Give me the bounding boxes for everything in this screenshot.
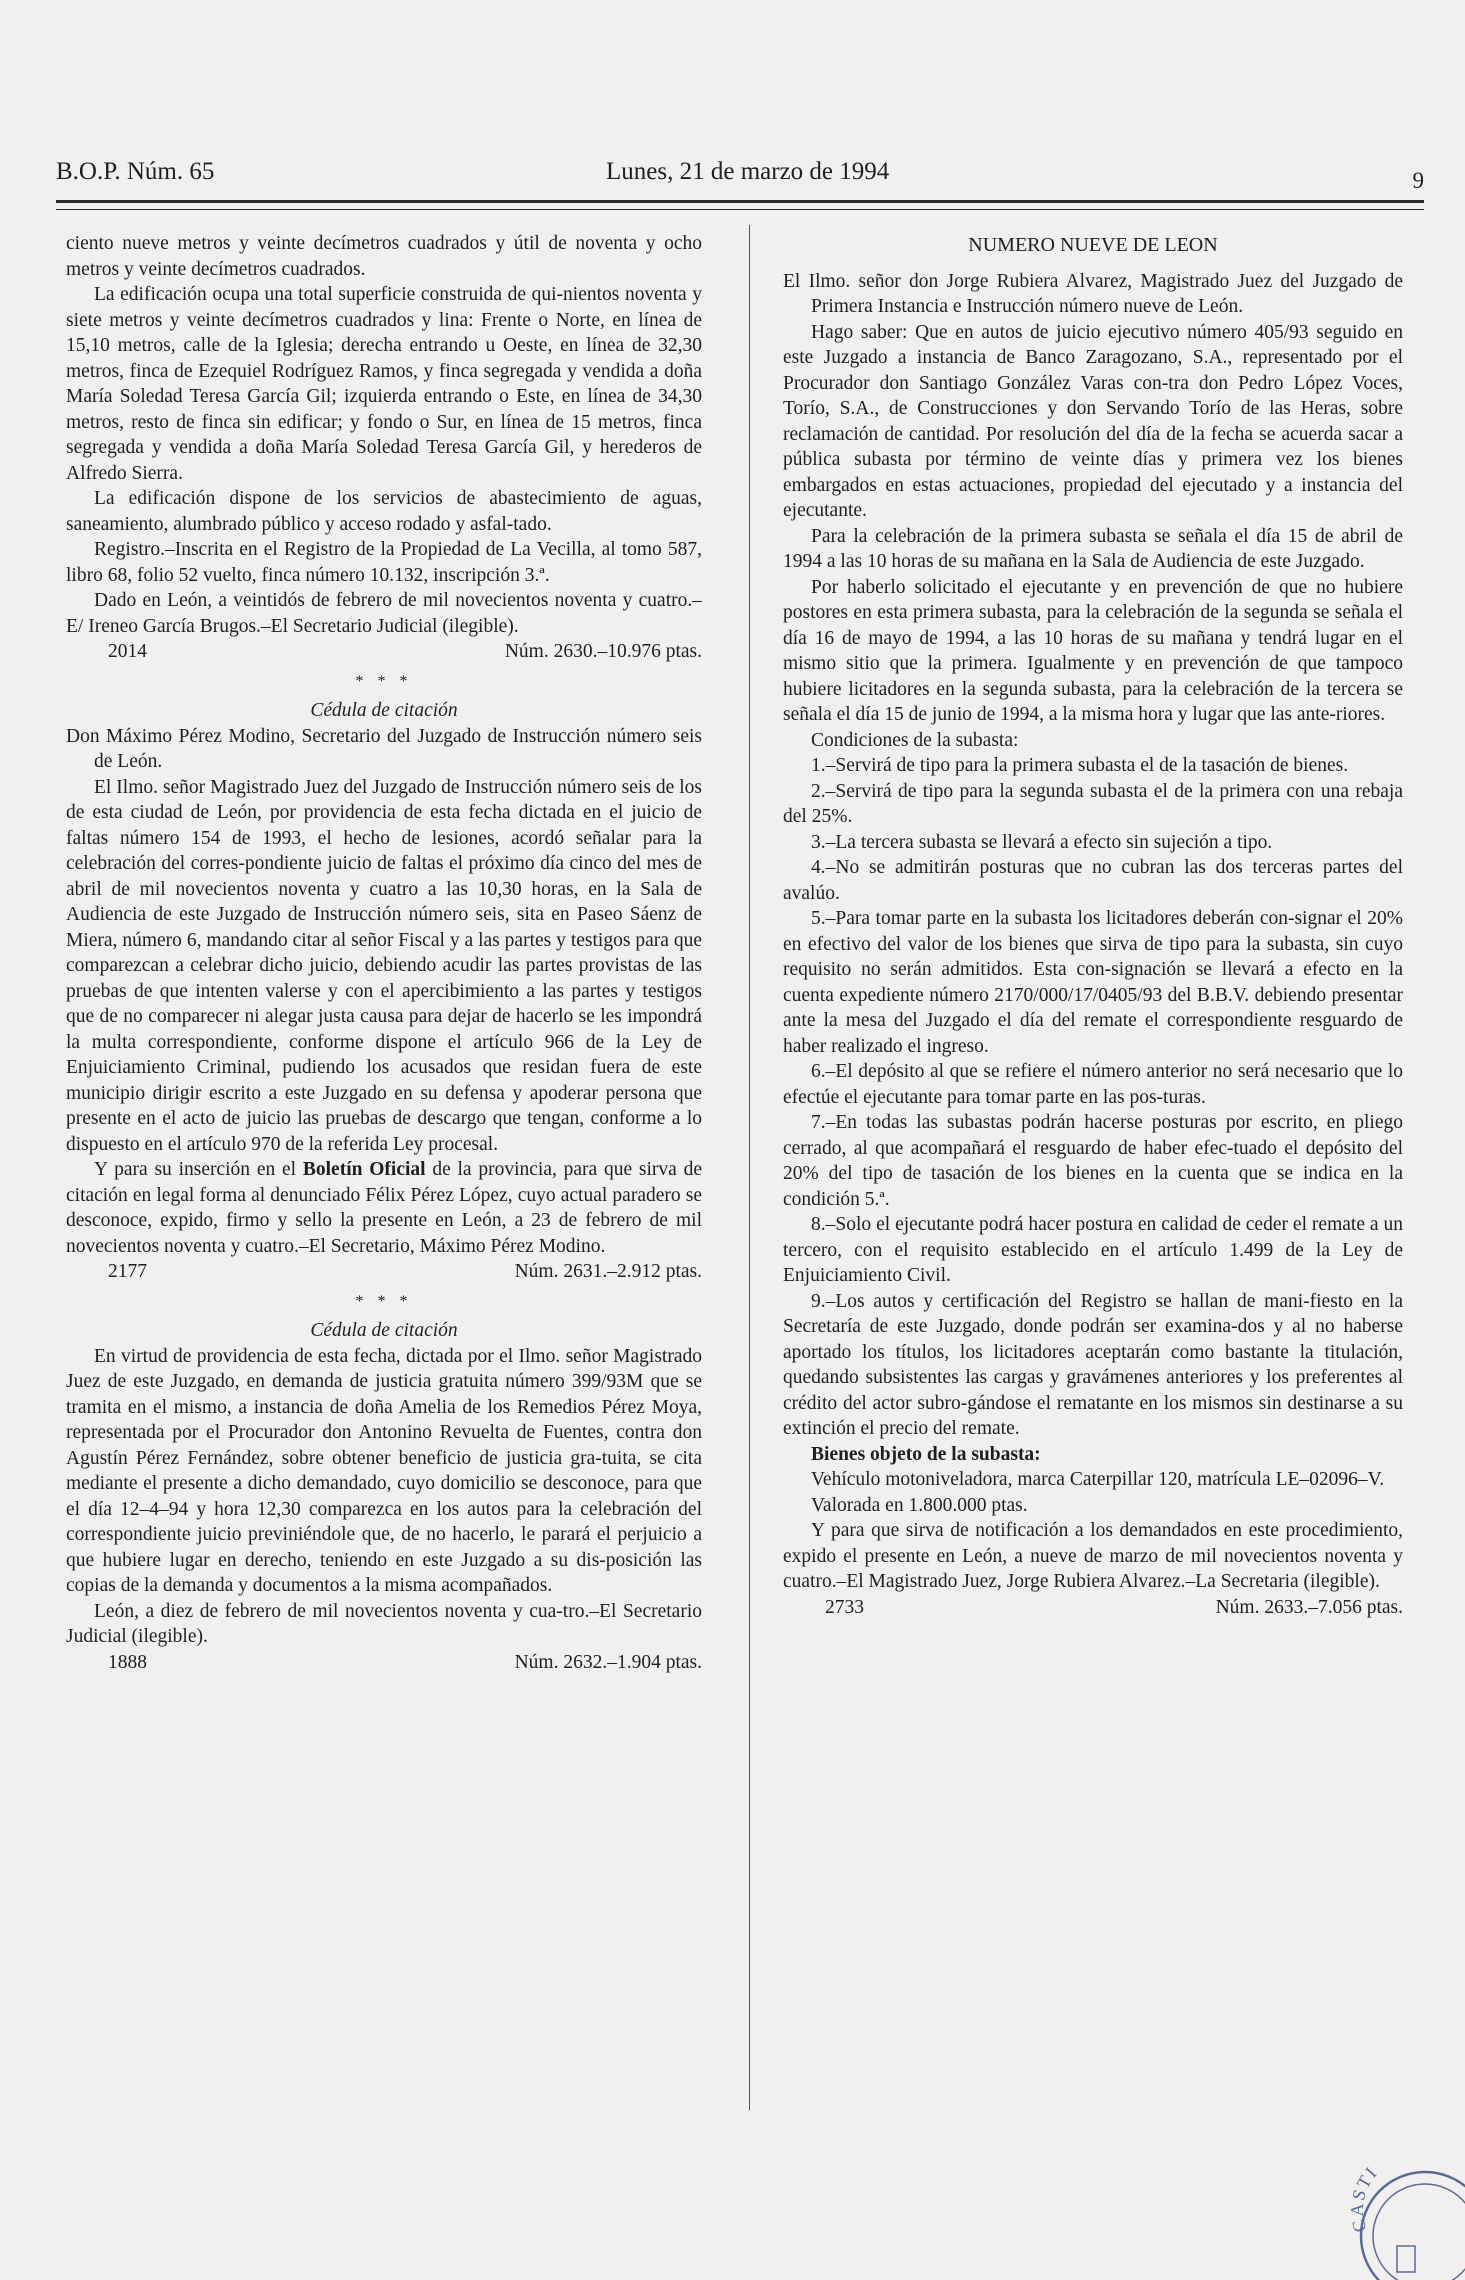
paragraph: El Ilmo. señor Magistrado Juez del Juzgado de Instrucción número seis de los de esta ciudad de León, por providencia de esta fecha dictada en el juicio de faltas número 154 de 1993, el hecho de lesiones, acordó señalar para la celebración del corres-pondiente juicio de faltas el próximo día cinco del mes de abril de mil novecientos noventa y cuatro a las 10,30 horas, en la Sala de Audiencia de este Juzgado de Instrucción número seis, sita en Paseo Sáenz de Miera, número 6, mandando citar al señor Fiscal y a las partes y testigos para que comparezcan a celebrar dicho juicio, debiendo acudir las partes provistas de las pruebas de que intenten valerse y con el apercibimiento a las partes y testigos que de no comparecer ni alegar justa causa para dejar de hacerlo se les impondrá la multa correspondiente, conforme dispone el artículo 966 de la Ley de Enjuiciamiento Criminal, pudiendo los acusados que residan fuera de este municipio dirigir escrito a este Juzgado en su defensa y apoderar persona que presente en el acto de juicio las pruebas de descargo que tengan, conforme a lo dispuesto en el artículo 970 de la referida Ley procesal. <box>66 776 702 1155</box>
notice-fee: Núm. 2633.–7.056 ptas. <box>1215 1596 1403 1618</box>
condition-item: 2.–Servirá de tipo para la segunda subasta el de la primera con una rebaja del 25%. <box>783 780 1403 827</box>
paragraph: En virtud de providencia de esta fecha, dictada por el Ilmo. señor Magistrado Juez de este Juzgado, en demanda de justicia gratuita número 399/93M que se tramita en el mismo, a instancia de doña Amelia de los Remedios Pérez Moya, representada por el Procurador don Antonino Revuelta de Fuentes, contra don Agustín Pérez Fernández, sobre obtener beneficio de justicia gra-tuita, se cita mediante el presente a dicho demandado, cuyo domicilio se desconoce, para que el día 12–4–94 y hora 12,30 comparezca en los autos para la celebración del correspondiente juicio previniéndole que, de no hacerlo, le parará el perjuicio a que hubiere lugar en derecho, teniendo en este Juzgado a su dis-posición las copias de la demanda y documentos a la misma acompañados. <box>66 1345 702 1596</box>
notice-footer <box>783 1595 1403 1621</box>
condition-item: 8.–Solo el ejecutante podrá hacer postura en calidad de ceder el remate a un tercero, con el requisito establecido en el artículo 1.499 de la Ley de Enjuiciamiento Civil. <box>783 1214 1403 1286</box>
right-column <box>783 231 1403 1620</box>
section-title: NUMERO NUEVE DE LEON <box>968 234 1218 256</box>
page-number: 9 <box>1412 168 1424 193</box>
paragraph: Y para que sirva de notificación a los demandados en este procedimiento, expido el presente en León, a nueve de marzo de mil novecientos noventa y cuatro.–El Magistrado Juez, Jorge Rubiera Alvarez.–La Secretaria (ilegible). <box>783 1520 1403 1592</box>
paragraph: La edificación ocupa una total superficie construida de qui-nientos noventa y siete metros y veinte decímetros cuadrados y lina: Frente o Norte, en línea de 15,10 metros, calle de la Iglesia; derecha entrando u Oeste, en línea de 32,30 metros, finca de Ezequiel Rodríguez Ramos, y finca segregada y vendida a doña María Soledad Teresa García Gil; izquierda entrando o Este, en línea de 34,30 metros, resto de finca sin edificar; y fondo o Sur, en línea de 15 metros, finca segregada y vendida a doña María Soledad Teresa García Gil, y herederos de Alfredo Sierra. <box>66 284 702 484</box>
conditions-title: Condiciones de la subasta: <box>811 729 1019 751</box>
notice-fee: Núm. 2631.–2.912 ptas. <box>514 1261 702 1282</box>
assets-title: Bienes objeto de la subasta: <box>811 1443 1041 1465</box>
paragraph: Dado en León, a veintidós de febrero de mil novecientos noventa y cuatro.–E/ Ireneo García Brugos.–El Secretario Judicial (ilegible). <box>66 590 702 637</box>
condition-item: 5.–Para tomar parte en la subasta los licitadores deberán con-signar el 20% en efectivo del valor de los bienes que sirva de tipo para la subasta, sin cuyo requisito no serán admitidos. Esta con-signación se llevará a efecto en la cuenta expediente número 2170/000/17/0405/93 del B.B.V. debiendo presentar ante la mesa del Juzgado el día del remate el correspondiente resguardo de haber realizado el ingreso. <box>783 908 1403 1057</box>
asset-description: Vehículo motoniveladora, marca Caterpillar 120, matrícula LE–02096–V. <box>811 1469 1385 1490</box>
left-column <box>66 231 702 1675</box>
header-rule-thick <box>56 200 1424 203</box>
paragraph: Hago saber: Que en autos de juicio ejecutivo número 405/93 seguido en este Juzgado a instancia de Banco Zaragozano, S.A., representado por el Procurador don Santiago González Varas con-tra don Pedro López Voces, Torío, S.A., de Construcciones y don Servando Torío de las Heras, sobre reclamación de cantidad. Por resolución del día de la fecha se acuerda sacar a pública subasta por término de veinte días y primera vez los bienes embargados en estas actuaciones, propiedad del ejecutado y a instancia del ejecutante. <box>783 321 1403 521</box>
paragraph: Por haberlo solicitado el ejecutante y en prevención de que no hubiere postores en esta primera subasta, para la celebración de la segunda se señala el día 16 de mayo de 1994, a las 10 horas de su mañana y tendrá lugar en el mismo sitio que la primera. Igualmente y en prevención de que tampoco hubiere licitadores en la segunda subasta, para la celebración de la tercera se señala el día 15 de junio de 1994, a la misma hora y lugar que las ante-riores. <box>783 576 1403 725</box>
notice-intro: El Ilmo. señor don Jorge Rubiera Alvarez, Magistrado Juez del Juzgado de Primera Instancia e Instrucción número nueve de León. <box>783 270 1403 317</box>
condition-item: 6.–El depósito al que se refiere el número anterior no será necesario que lo efectúe el ejecutante para tomar parte en las pos-turas. <box>783 1061 1403 1108</box>
condition-item: 3.–La tercera subasta se llevará a efecto sin sujeción a tipo. <box>811 831 1273 853</box>
paragraph: La edificación dispone de los servicios de abastecimiento de aguas, saneamiento, alumbrado público y acceso rodado y asfal-tado. <box>66 488 702 535</box>
asset-value: Valorada en 1.800.000 ptas. <box>811 1494 1028 1516</box>
section-subtitle: Cédula de citación <box>310 1320 458 1341</box>
column-divider <box>749 225 750 2110</box>
paragraph: León, a diez de febrero de mil novecientos noventa y cua-tro.–El Secretario Judicial (ilegible). <box>66 1600 702 1647</box>
paragraph: Para la celebración de la primera subasta se señala el día 15 de abril de 1994 a las 10 horas de su mañana en la Sala de Audiencia de este Juzgado. <box>783 525 1403 572</box>
library-stamp-icon <box>1345 2150 1465 2280</box>
separator: * * * <box>355 1292 413 1310</box>
notice-footer <box>66 1259 702 1285</box>
text-fragment: Y para su inserción en el <box>94 1159 303 1180</box>
notice-fee: Núm. 2630.–10.976 ptas. <box>504 641 702 662</box>
separator: * * * <box>355 672 413 690</box>
paragraph: Registro.–Inscrita en el Registro de la Propiedad de La Vecilla, al tomo 587, libro 68, folio 52 vuelto, finca número 10.132, inscripción 3.ª. <box>66 539 702 586</box>
notice-intro: Don Máximo Pérez Modino, Secretario del Juzgado de Instrucción número seis de León. <box>66 725 702 772</box>
condition-item: 7.–En todas las subastas podrán hacerse posturas por escrito, en pliego cerrado, al que acompañará el resguardo de haber efec-tuado el depósito del 20% del tipo de tasación de los bienes en la cuenta que se indica en la condición 5.ª. <box>783 1112 1403 1210</box>
paragraph: ciento nueve metros y veinte decímetros cuadrados y útil de noventa y ocho metros y veinte decímetros cuadrados. <box>66 233 702 280</box>
notice-code: 2014 <box>108 641 147 662</box>
section-subtitle: Cédula de citación <box>310 700 458 721</box>
condition-item: 4.–No se admitirán posturas que no cubran las dos terceras partes del avalúo. <box>783 857 1403 904</box>
header-rule-thin <box>56 209 1424 210</box>
notice-fee: Núm. 2632.–1.904 ptas. <box>514 1651 702 1673</box>
bulletin-number: B.O.P. Núm. 65 <box>56 158 215 185</box>
condition-item: 1.–Servirá de tipo para la primera subasta el de la tasación de bienes. <box>811 755 1349 776</box>
notice-code: 1888 <box>108 1651 147 1673</box>
page-header <box>56 150 1424 193</box>
notice-footer <box>66 1650 702 1676</box>
stamp-text: CASTI <box>1346 2161 1382 2235</box>
notice-code: 2733 <box>825 1596 864 1618</box>
paragraph <box>66 1157 702 1259</box>
issue-date: Lunes, 21 de marzo de 1994 <box>606 158 890 185</box>
notice-code: 2177 <box>108 1261 147 1282</box>
notice-footer <box>66 639 702 665</box>
bulletin-name: Boletín Oficial <box>302 1159 426 1180</box>
condition-item: 9.–Los autos y certificación del Registro se hallan de mani-fiesto en la Secretaría de este Juzgado, donde podrán ser examina-dos y al no haberse aportado los títulos, los licitadores aceptarán como bastante la titulación, quedando subsistentes las cargas y gravámenes anteriores y los preferentes al crédito del actor subro-gándose el rematante en los mismos sin destinarse a su extinción el precio del remate. <box>783 1290 1403 1439</box>
text-fragment: de la provincia, para que sirva de citación en legal forma al denunciado Félix Pérez López, cuyo actual paradero se desconoce, expido, firmo y sello la presente en León, a 23 de febrero de mil novecientos noventa y cuatro.–El Secretario, Máximo Pérez Modino. <box>66 1159 703 1257</box>
